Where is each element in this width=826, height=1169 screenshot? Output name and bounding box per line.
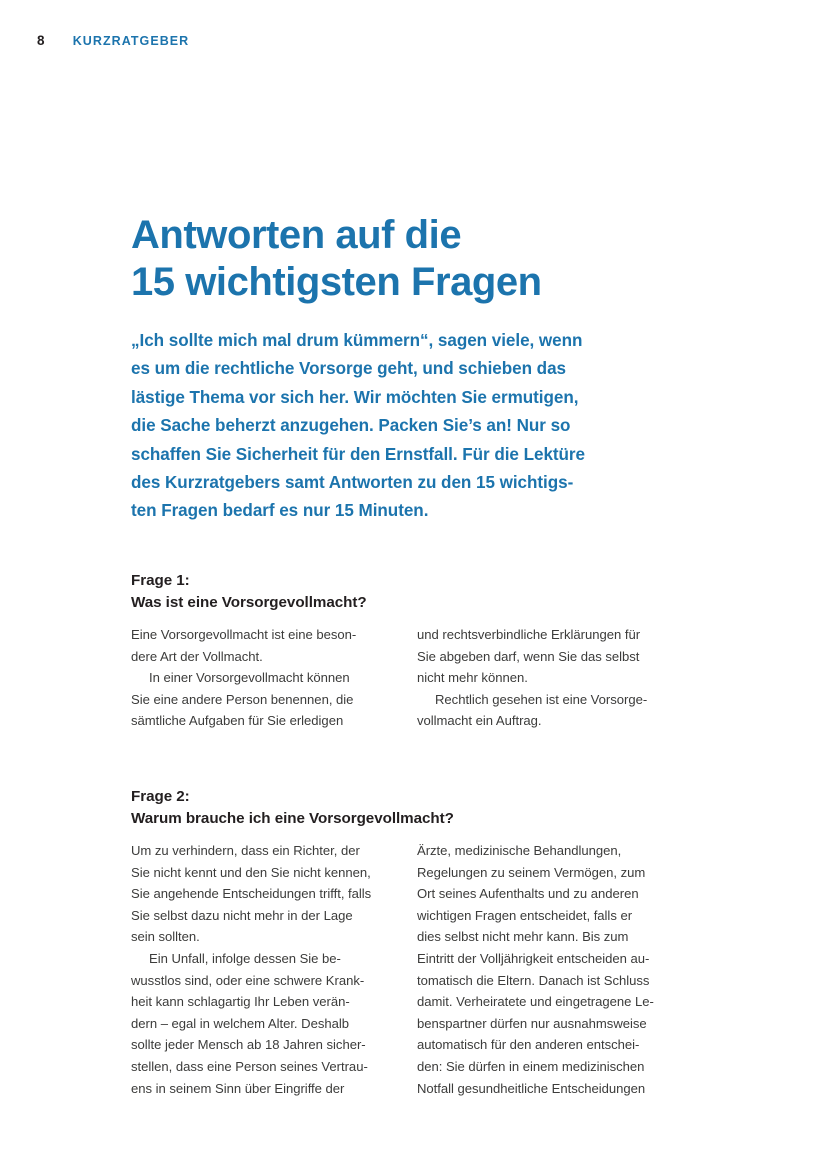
- page-title-line-2: 15 wichtigsten Fragen: [131, 260, 542, 304]
- lead-line-5: schaffen Sie Sicherheit für den Ernstfall. Für die Lektüre: [131, 444, 585, 464]
- body-line: ens in seinem Sinn über Eingriffe der: [131, 1080, 345, 1096]
- lead-line-2: es um die rechtliche Vorsorge geht, und schieben das: [131, 359, 566, 379]
- lead-paragraph: [131, 327, 651, 526]
- body-line: Eine Vorsorgevollmacht ist eine beson-: [131, 627, 357, 642]
- page-title-line-1: Antworten auf die: [131, 213, 462, 257]
- body-line: sollte jeder Mensch ab 18 Jahren sicher-: [131, 1037, 366, 1053]
- lead-line-6: des Kurzratgebers samt Antworten zu den 15 wichtigs-: [131, 473, 574, 493]
- question-1-left-column: [131, 624, 400, 732]
- body-line: tomatisch die Eltern. Danach ist Schluss: [417, 972, 650, 988]
- body-line: Ort seines Aufenthalts und zu anderen: [417, 886, 639, 902]
- running-section-title: KURZRATGEBER: [72, 34, 190, 48]
- body-line: Sie eine andere Person benennen, die: [131, 691, 354, 707]
- running-head: [37, 33, 189, 48]
- body-line: wusstlos sind, oder eine schwere Krank-: [131, 972, 365, 988]
- body-line: Ein Unfall, infolge dessen Sie be-: [149, 950, 341, 966]
- lead-line-7: ten Fragen bedarf es nur 15 Minuten.: [131, 501, 429, 521]
- body-line: Sie nicht kennt und den Sie nicht kennen,: [131, 864, 371, 880]
- question-2-columns: [131, 840, 687, 1099]
- body-line: heit kann schlagartig Ihr Leben verän-: [131, 994, 350, 1010]
- body-line: stellen, dass eine Person seines Vertrau-: [131, 1058, 368, 1074]
- body-line: sein sollten.: [131, 929, 200, 945]
- question-2-right-column: [417, 840, 686, 1099]
- question-1-heading: [131, 570, 687, 613]
- body-line: nicht mehr können.: [417, 670, 528, 686]
- body-line: dern – egal in welchem Alter. Deshalb: [131, 1015, 349, 1031]
- question-1-columns: [131, 624, 687, 732]
- body-line: Ärzte, medizinische Behandlungen,: [417, 843, 622, 858]
- body-line: Notfall gesundheitliche Entscheidungen: [417, 1080, 646, 1096]
- body-line: automatisch für den anderen entschei-: [417, 1037, 640, 1053]
- lead-line-3: lästige Thema vor sich her. Wir möchten Sie ermutigen,: [131, 387, 579, 407]
- question-2-heading: [131, 786, 687, 829]
- body-line: den: Sie dürfen in einem medizinischen: [417, 1058, 645, 1074]
- page-number: 8: [37, 33, 45, 48]
- body-line: Eintritt der Volljährigkeit entscheiden au-: [417, 950, 650, 966]
- question-block-1: [131, 570, 687, 732]
- body-line: damit. Verheiratete und eingetragene Le-: [417, 994, 654, 1010]
- question-1-label: Frage 1:: [131, 572, 190, 589]
- body-line: Rechtlich gesehen ist eine Vorsorge-: [435, 691, 648, 707]
- body-line: vollmacht ein Auftrag.: [417, 713, 542, 729]
- body-line: sämtliche Aufgaben für Sie erledigen: [131, 713, 344, 729]
- question-1-right-column: [417, 624, 686, 732]
- question-2-title: Warum brauche ich eine Vorsorgevollmacht?: [131, 809, 454, 827]
- body-line: Regelungen zu seinem Vermögen, zum: [417, 864, 646, 880]
- lead-line-4: die Sache beherzt anzugehen. Packen Sie’s an! Nur so: [131, 416, 571, 436]
- question-2-left-column: [131, 840, 400, 1099]
- body-line: dies selbst nicht mehr kann. Bis zum: [417, 929, 629, 945]
- lead-line-1: „Ich sollte mich mal drum kümmern“, sagen viele, wenn: [131, 331, 583, 350]
- body-line: und rechtsverbindliche Erklärungen für: [417, 627, 641, 642]
- body-line: Um zu verhindern, dass ein Richter, der: [131, 843, 360, 858]
- page-title: [131, 212, 691, 306]
- question-2-label: Frage 2:: [131, 788, 190, 805]
- body-line: Sie selbst dazu nicht mehr in der Lage: [131, 907, 353, 923]
- body-line: benspartner dürfen nur ausnahmsweise: [417, 1015, 647, 1031]
- body-line: In einer Vorsorgevollmacht können: [149, 670, 350, 686]
- question-1-title: Was ist eine Vorsorgevollmacht?: [131, 593, 367, 611]
- body-line: Sie angehende Entscheidungen trifft, falls: [131, 886, 372, 902]
- body-line: Sie abgeben darf, wenn Sie das selbst: [417, 648, 640, 664]
- body-line: wichtigen Fragen entscheidet, falls er: [417, 907, 633, 923]
- body-line: dere Art der Vollmacht.: [131, 648, 263, 664]
- question-block-2: [131, 786, 687, 1099]
